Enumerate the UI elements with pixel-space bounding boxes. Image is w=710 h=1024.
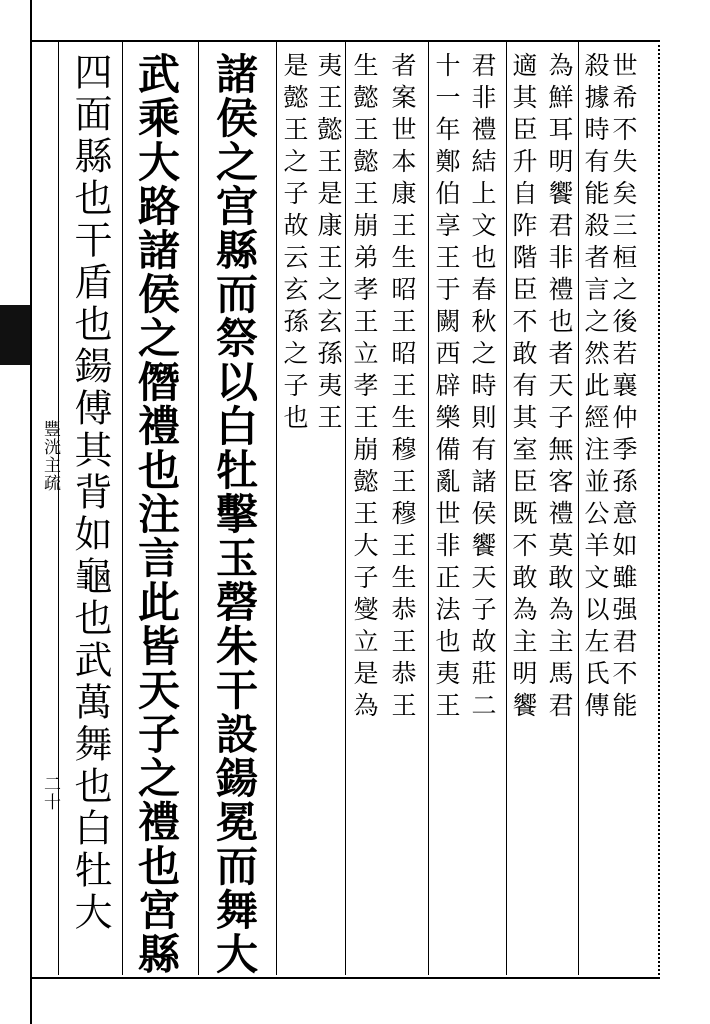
column-rule [345,40,346,975]
column-rule [122,40,123,975]
text-column-6: 十一年鄭伯享王于闕西辟樂備亂世非正法也夷王 [432,52,461,724]
column-rule [578,40,579,975]
column-rule [198,40,199,975]
main-text-column-2: 武乘大路諸侯之僭禮也注言此皆天子之禮也宮縣 [132,52,181,976]
text-column-10: 是懿王之子故云玄孫之子也 [280,52,309,436]
text-column-8: 生懿王懿王崩弟孝王立孝王崩懿王大子燮立是為 [350,52,379,724]
main-text-column-3: 四面縣也干盾也鍚傅其背如龜也武萬舞也白牡大 [68,52,112,934]
text-column-3: 為鮮耳明饗君非禮也者天子無客禮莫敢為主馬君 [545,52,574,724]
column-rule [58,40,59,975]
column-rule [506,40,507,975]
page-gutter [0,0,32,1024]
spine-black-mark [0,305,30,365]
text-column-1: 世希不失矣三桓之後若襄仲季孫意如雖强君不能 [609,52,638,724]
main-text-column-1: 諸侯之宫縣而祭以白牡擊玉磬朱干設鍚冕而舞大 [210,52,259,976]
gutter-title: 豐洸主疏 [40,420,60,492]
frame-right-dotted-border [658,40,660,975]
text-column-9: 夷王懿王是康王之玄孫夷王 [314,52,343,436]
text-column-2: 殺據時有能殺者言之然此經注並公羊文以左氏傳 [581,52,610,724]
text-column-4: 適其臣升自阼階臣不敢有其室臣既不敢為主明饗 [509,52,538,724]
gutter-page-number: 二十 [40,775,60,811]
column-rule [276,40,277,975]
text-column-5: 君非禮結上文也春秋之時則有諸侯饗天子故莊二 [468,52,497,724]
text-column-7: 者案世本康王生昭王昭王生穆王穆王生恭王恭王 [388,52,417,724]
column-rule [428,40,429,975]
